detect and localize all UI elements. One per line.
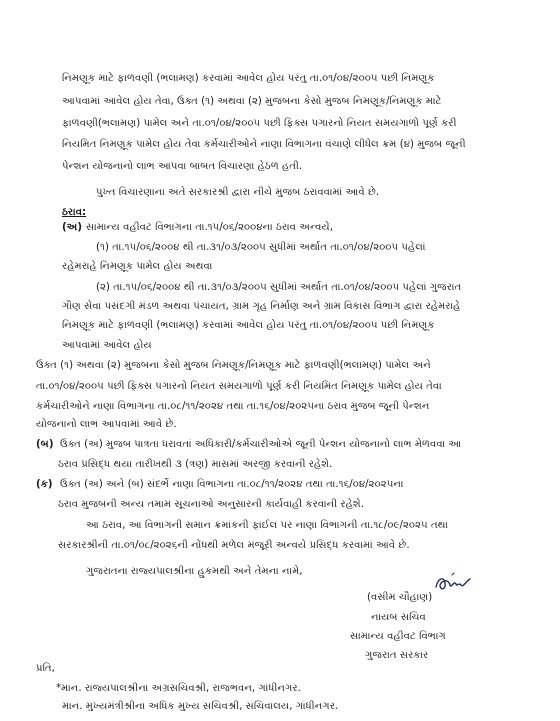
section-c-line: ઉક્ત (અ) અને (બ) સંદર્ભે નાણા વિભાગના તા.૦૮/૧૧/૨૦૨૪ તથા તા.૧૬/૦૪/૨૦૨૫ના: [60, 479, 404, 490]
section-a-tail-line: તા.૦૧/૦૪/૨૦૦૫ પછી ફિક્સ પગારનો નિયત સમયગાળો પૂર્ણ કરી નિયમિત નિમણૂક પામેલ હોય તેવા: [36, 381, 442, 392]
section-a-tail-line: ઉક્ત (૧) અથવા (૨) મુજબના કેસો મુજબ નિમણૂક/નિમણૂક માટે ફાળવણી(ભલામણ) પામેલ અને: [36, 360, 431, 371]
section-a2-line: આપવામાં આવેલ હોય: [62, 340, 152, 351]
intro-line: પેન્શન યોજનાનો લાભ આપવા બાબત વિચારણા હેઠળ હતી.: [62, 161, 303, 172]
section-b-line: ઠરાવ પ્રસિદ્ધ થયા તારીખથી ૩ (ત્રણ) માસમાં અરજી કરવાની રહેશે.: [58, 459, 333, 470]
final-line: આ ઠરાવ, આ વિભાગની સમાન ક્રમાંકની ફાઈલ પર નાણા વિભાગની તા.૧૮/૦૯/૨૦૨૫ તથા: [86, 520, 449, 531]
signatory-department: સામાન્ય વહીવટ વિભાગ: [350, 631, 446, 642]
section-a2-line: નિમણૂક માટે ફાળવણી (ભલામણ) કરવામાં આવેલ હોય પરંતુ તા.૦૧/૦૪/૨૦૦૫ પછી નિમણૂક: [62, 320, 435, 331]
signatory-government: ગુજરાત સરકાર: [365, 650, 429, 661]
section-a-marker: (અ): [62, 222, 83, 233]
resolution-heading: ઠરાવ:: [62, 207, 87, 218]
section-a1-line: રહેમરાહે નિમણૂક પામેલ હોય અથવા: [62, 261, 213, 272]
final-line: સરકારશ્રીની તા.૦૧/૦૮/૨૦૨૬ની નોંધથી મળેલ મંજૂરી અન્વયે પ્રસિદ્ધ કરવામાં આવે છે.: [58, 540, 410, 551]
handwritten-signature: [432, 570, 476, 596]
intro-line: આપવામાં આવેલ હોય તેવા, ઉક્ત (૧) અથવા (૨) મુજબના કેસો મુજબ નિમણૂક/નિમણૂક માટે: [62, 96, 442, 107]
section-a-text: સામાન્ય વહીવટ વિભાગના તા.૧૫/૦૬/૨૦૦૪ના ઠરાવ અન્વયે,: [86, 222, 334, 233]
section-c-line: ઠરાવ મુજબની અન્ય તમામ સૂચનાઓ અનુસારની કાર્યવાહી કરવાની રહેશે.: [58, 499, 365, 510]
intro-line: નિમણૂક માટે ફાળવણી (ભલામણ) કરવામાં આવેલ હોય પરંતુ તા.૦૧/૦૪/૨૦૦૫ પછી નિમણૂક: [62, 73, 435, 84]
section-b-marker: (બ): [36, 439, 54, 450]
recipients-label: પ્રતિ,: [36, 663, 55, 674]
recipient-item: માન. મુખ્યમંત્રીશ્રીના અધિક મુખ્ય સચિવશ્રી, સચિવાલય, ગાંધીનગર.: [62, 701, 339, 712]
section-a-tail-line: કર્મચારીઓને નાણા વિભાગના તા.૦૮/૧૧/૨૦૨૪ તથા તા.૧૬/૦૪/૨૦૨૫ના ઠરાવ મુજબ જૂની પેન્શન: [36, 401, 430, 412]
signatory-designation: નાયબ સચિવ: [371, 612, 426, 623]
section-a2-line: ગૌણ સેવા પસંદગી મંડળ અથવા પંચાયત, ગ્રામ ગૃહ નિર્માણ અને ગ્રામ વિકાસ વિભાગ દ્વારા રહેમરાહે: [62, 301, 461, 312]
section-c-marker: (ક): [36, 479, 53, 490]
section-b-line: ઉક્ત (અ) મુજબ પાત્રતા ધરાવતાં અધિકારી/કર્મચારીઓએ જૂની પેન્શન યોજનાનો લાભ મેળવવા આ: [60, 439, 462, 450]
section-a-tail-line: યોજનાનો લાભ આપવામાં આવે છે.: [36, 419, 177, 430]
signatory-name: (વસીમ ચૌહાણ): [367, 592, 433, 603]
authority-line: ગુજરાતના રાજ્યપાલશ્રીના હુકમથી અને તેમના નામે,: [86, 566, 303, 577]
intro-line: નિયમિત નિમણૂક પામેલ હોય તેવા કર્મચારીઓને નાણા વિભાગના વંચાણે લીધેલ ક્રમ (૪) મુજબ જૂની: [62, 139, 466, 150]
section-a2-line: (૨) તા.૧૫/૦૬/૨૦૦૪ થી તા.૩૧/૦૩/૨૦૦૫ સુધીમાં અર્થાત તા.૦૧/૦૪/૨૦૦૫ પહેલાં ગુજરાત: [96, 282, 462, 293]
recipient-item: *માન. રાજ્યપાલશ્રીના અગ્રસચિવશ્રી, રાજભવન, ગાંધીનગર.: [56, 683, 301, 694]
intro-line: ફાળવણી(ભલામણ) પામેલ અને તા.૦૧/૦૪/૨૦૦૫ પછી ફિક્સ પગારનો નિયત સમયગાળો પૂર્ણ કરી: [62, 118, 457, 129]
intro-conclusion: પુખ્ત વિચારણાના અંતે સરકારશ્રી દ્વારા નીચે મુજબ ઠરાવવામાં આવે છે.: [96, 187, 380, 198]
section-a1-line: (૧) તા.૧૫/૦૬/૨૦૦૪ થી તા.૩૧/૦૩/૨૦૦૫ સુધીમાં અર્થાત તા.૦૧/૦૪/૨૦૦૫ પહેલાં: [96, 242, 426, 253]
